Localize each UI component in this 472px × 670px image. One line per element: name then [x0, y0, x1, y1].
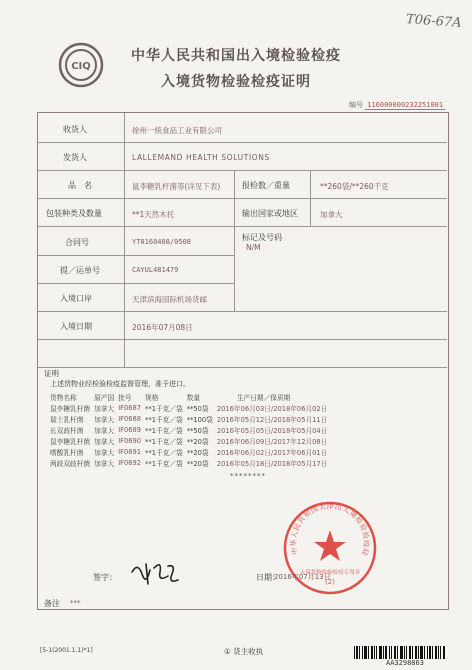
table-cell: 2016年06月03日/2018年06月02日: [216, 404, 328, 413]
consignee-value: 徐州一统食品工业有限公司: [132, 126, 222, 135]
quantity-label: 报检数／重量: [242, 181, 290, 190]
table-cell: IF0692: [118, 458, 142, 467]
table-cell: 鼠李糖乳杆菌: [50, 437, 91, 446]
star-icon: [314, 530, 346, 561]
table-cell: 2016年05月12日/2018年05月11日: [216, 415, 328, 424]
serial-number: [349, 100, 445, 110]
table-cell: **50袋: [186, 404, 209, 413]
column-header: 规格: [145, 393, 159, 402]
table-cell: IF0687: [118, 403, 142, 412]
handwritten-reference: T06-67A: [405, 12, 463, 31]
consignor-label: 发货人: [63, 153, 87, 162]
marks-value: N/M: [246, 243, 261, 252]
product-value: 鼠李糖乳杆菌等(详见下表): [132, 182, 221, 191]
table-cell: **1千克／袋: [145, 426, 183, 435]
table-row: [48, 435, 329, 446]
packaging-label: 包装种类及数量: [46, 209, 102, 218]
date-value: 2016年07月13日: [274, 573, 331, 581]
table-cell: 加拿大: [94, 426, 115, 435]
table-row: [48, 457, 329, 468]
handwritten-signature: [128, 558, 182, 588]
certification-heading: 证明: [44, 369, 59, 378]
bill-of-lading-value: CAYUL481479: [132, 266, 179, 274]
table-cell: 长双歧杆菌: [50, 426, 84, 435]
consignor-value: LALLEMAND HEALTH SOLUTIONS: [132, 153, 270, 162]
table-cell: **1千克／袋: [145, 459, 183, 468]
date-label: 日期：: [256, 573, 280, 582]
barcode-number: AA3298863: [386, 659, 424, 667]
column-header: 生产日期／保质期: [236, 393, 291, 402]
origin-label: 输出国家或地区: [242, 209, 298, 218]
serial-value: 116000000232251001: [367, 101, 444, 109]
entry-port-label: 入境口岸: [60, 294, 92, 303]
svg-text:CIQ: CIQ: [71, 61, 91, 72]
column-header: 货物名称: [50, 393, 77, 402]
bill-of-lading-label: 提／运单号: [60, 266, 100, 275]
table-cell: 加拿大: [94, 415, 115, 424]
table-cell: 加拿大: [94, 437, 115, 446]
table-cell: IF0688: [118, 414, 142, 423]
goods-table-header: [48, 391, 329, 402]
table-cell: IF0689: [118, 425, 142, 434]
table-cell: IF0691: [118, 447, 142, 456]
table-row: [48, 424, 329, 435]
table-cell: **50袋: [186, 426, 209, 435]
column-header: 原产国: [94, 393, 115, 402]
page-title-line1: 中华人民共和国出入境检验检疫: [131, 48, 341, 64]
table-cell: 加拿大: [94, 404, 115, 413]
table-cell: **20袋: [186, 459, 209, 468]
table-cell: 2016年05月18日/2018年05月17日: [216, 459, 328, 468]
table-cell: 2016年06月09日/2017年12月08日: [216, 437, 328, 446]
table-cell: 2016年05月05日/2018年05月04日: [216, 426, 328, 435]
remarks-label: 备注: [44, 599, 60, 608]
certificate-form: [37, 112, 449, 610]
table-cell: **100袋: [186, 415, 213, 424]
copy-designation: [224, 646, 263, 657]
consignee-label: 收货人: [63, 125, 87, 134]
entry-port-value: 天津滨海国际机场货邮: [132, 295, 207, 304]
copy-label: 货主收执: [233, 647, 264, 656]
column-header: 批号: [118, 393, 132, 402]
form-code: [5-1(2001.1.1)*1]: [40, 647, 93, 654]
table-cell: **1千克／袋: [145, 404, 183, 413]
stamp-number: (2): [325, 578, 335, 586]
marks-label: 标记及号码: [242, 233, 282, 242]
contract-label: 合同号: [65, 238, 89, 247]
table-row: [48, 413, 329, 424]
page-title-line2: 入境货物检验检疫证明: [161, 74, 311, 90]
stamp-ring-text: 中华人民共和国天津出入境检验检疫局: [288, 501, 372, 557]
column-header: 数量: [186, 393, 201, 402]
signature-label: 签字：: [93, 573, 117, 582]
table-cell: **1千克／袋: [145, 448, 183, 457]
copy-circle-icon: ①: [224, 647, 231, 656]
packaging-value: **1天然木托: [132, 210, 175, 219]
table-cell: 2016年06月02日/2017年06月01日: [216, 448, 328, 457]
table-cell: 鼠李糖乳杆菌: [50, 404, 91, 413]
table-row: [48, 402, 329, 413]
table-end-marker: ********: [230, 472, 266, 480]
product-label: 品 名: [68, 181, 92, 190]
entry-date-value: 2016年07月08日: [132, 323, 193, 332]
stamp-center-text: 入境货物检验检疫专用章: [299, 570, 361, 576]
table-cell: **20袋: [186, 448, 209, 457]
table-cell: **1千克／袋: [145, 437, 183, 446]
serial-label: 编号: [349, 101, 363, 109]
contract-value: YT0160408/0508: [132, 238, 192, 246]
goods-table: [48, 391, 329, 468]
table-cell: 加拿大: [94, 459, 115, 468]
table-cell: 嗜酸乳杆菌: [50, 448, 84, 457]
remarks-value: ***: [70, 599, 81, 607]
table-cell: 两歧双歧杆菌: [50, 459, 91, 468]
quantity-value: **260袋/**260千克: [320, 182, 389, 191]
barcode-icon: [354, 646, 446, 659]
table-cell: IF0690: [118, 436, 142, 445]
table-cell: **1千克／袋: [145, 415, 183, 424]
origin-value: 加拿大: [320, 210, 343, 219]
entry-date-label: 入境日期: [60, 322, 92, 331]
table-cell: 瑞士乳杆菌: [50, 415, 84, 424]
table-cell: 加拿大: [94, 448, 115, 457]
table-row: [48, 446, 329, 457]
table-cell: **20袋: [186, 437, 209, 446]
certification-text: 上述货物业经检验检疫监督管理，准予进口。: [50, 380, 190, 388]
